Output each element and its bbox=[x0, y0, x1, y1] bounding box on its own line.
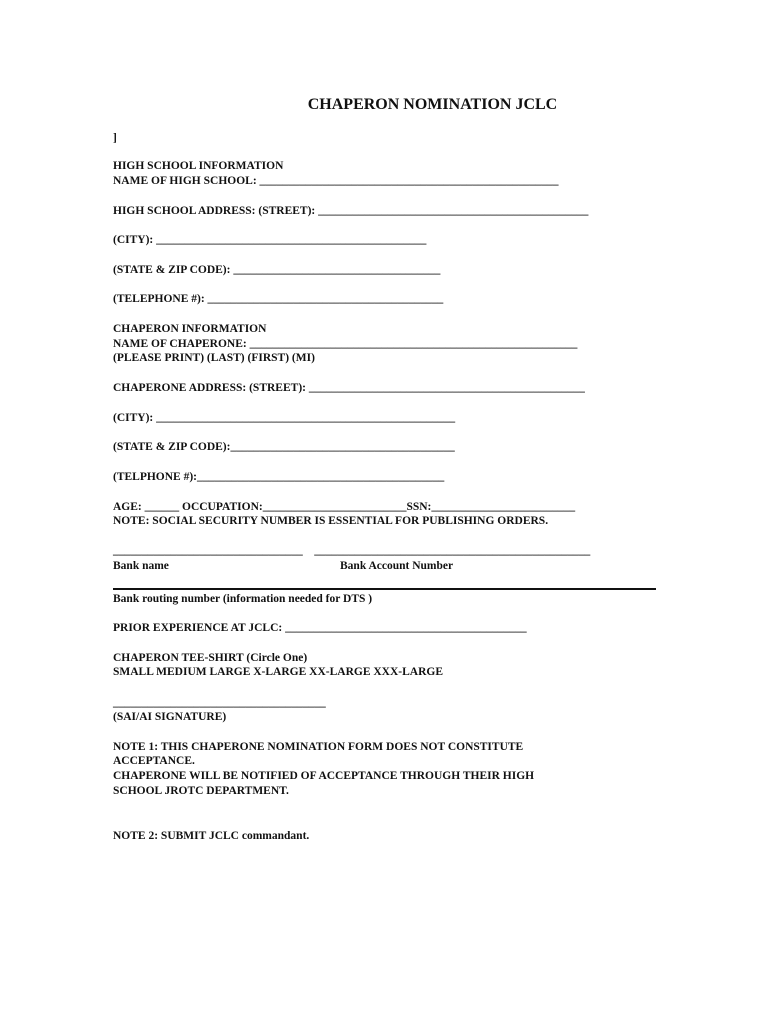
ssn-note: NOTE: SOCIAL SECURITY NUMBER IS ESSENTIAL FOR PUBLISHING ORDERS. bbox=[113, 515, 549, 527]
high-school-heading: HIGH SCHOOL INFORMATION bbox=[113, 160, 284, 172]
tee-shirt-sizes[interactable]: SMALL MEDIUM LARGE X-LARGE XX-LARGE XXX-LARGE bbox=[113, 666, 444, 678]
stray-mark: ] bbox=[113, 132, 117, 144]
chaperone-print-hint: (PLEASE PRINT) (LAST) (FIRST) (MI) bbox=[113, 352, 315, 364]
high-school-telephone-field[interactable]: (TELEPHONE #): _________________________________________ bbox=[113, 293, 444, 305]
note1-line2: ACCEPTANCE. bbox=[113, 755, 195, 767]
note1-line4: SCHOOL JROTC DEPARTMENT. bbox=[113, 785, 289, 797]
chaperone-telephone-field[interactable]: (TELPHONE #):___________________________________________ bbox=[113, 471, 445, 483]
chaperone-city-field[interactable]: (CITY): ____________________________________________________ bbox=[113, 412, 456, 424]
chaperone-state-zip-field[interactable]: (STATE & ZIP CODE):_______________________________________ bbox=[113, 441, 455, 453]
chaperone-name-field[interactable]: NAME OF CHAPERONE: _________________________________________________________ bbox=[113, 338, 578, 350]
prior-experience-field[interactable]: PRIOR EXPERIENCE AT JCLC: __________________________________________ bbox=[113, 622, 527, 634]
age-occupation-ssn-field[interactable]: AGE: ______ OCCUPATION:_________________________SSN:_________________________ bbox=[113, 501, 576, 513]
bank-account-label: Bank Account Number bbox=[340, 560, 454, 572]
bank-routing-label: Bank routing number (information needed for DTS ) bbox=[113, 593, 373, 605]
signature-line[interactable]: _____________________________________ bbox=[113, 697, 326, 709]
signature-label: (SAI/AI SIGNATURE) bbox=[113, 711, 227, 723]
note2: NOTE 2: SUBMIT JCLC commandant. bbox=[113, 830, 310, 842]
note1-line3: CHAPERONE WILL BE NOTIFIED OF ACCEPTANCE THROUGH THEIR HIGH bbox=[113, 770, 535, 782]
bank-name-label: Bank name bbox=[113, 560, 169, 572]
page-title: CHAPERON NOMINATION JCLC bbox=[307, 96, 558, 113]
note1-line1: NOTE 1: THIS CHAPERONE NOMINATION FORM DOES NOT CONSTITUTE bbox=[113, 741, 524, 753]
high-school-city-field[interactable]: (CITY): _______________________________________________ bbox=[113, 234, 427, 246]
high-school-state-zip-field[interactable]: (STATE & ZIP CODE): ____________________________________ bbox=[113, 264, 441, 276]
bank-fields-lines[interactable]: _________________________________ ________________________________________________ bbox=[113, 545, 591, 557]
high-school-address-field[interactable]: HIGH SCHOOL ADDRESS: (STREET): _______________________________________________ bbox=[113, 205, 589, 217]
tee-shirt-heading: CHAPERON TEE-SHIRT (Circle One) bbox=[113, 652, 308, 664]
chaperon-heading: CHAPERON INFORMATION bbox=[113, 323, 267, 335]
high-school-name-field[interactable]: NAME OF HIGH SCHOOL: ____________________________________________________ bbox=[113, 175, 559, 187]
bank-routing-line[interactable] bbox=[113, 588, 656, 590]
chaperone-address-field[interactable]: CHAPERONE ADDRESS: (STREET): ________________________________________________ bbox=[113, 382, 585, 394]
